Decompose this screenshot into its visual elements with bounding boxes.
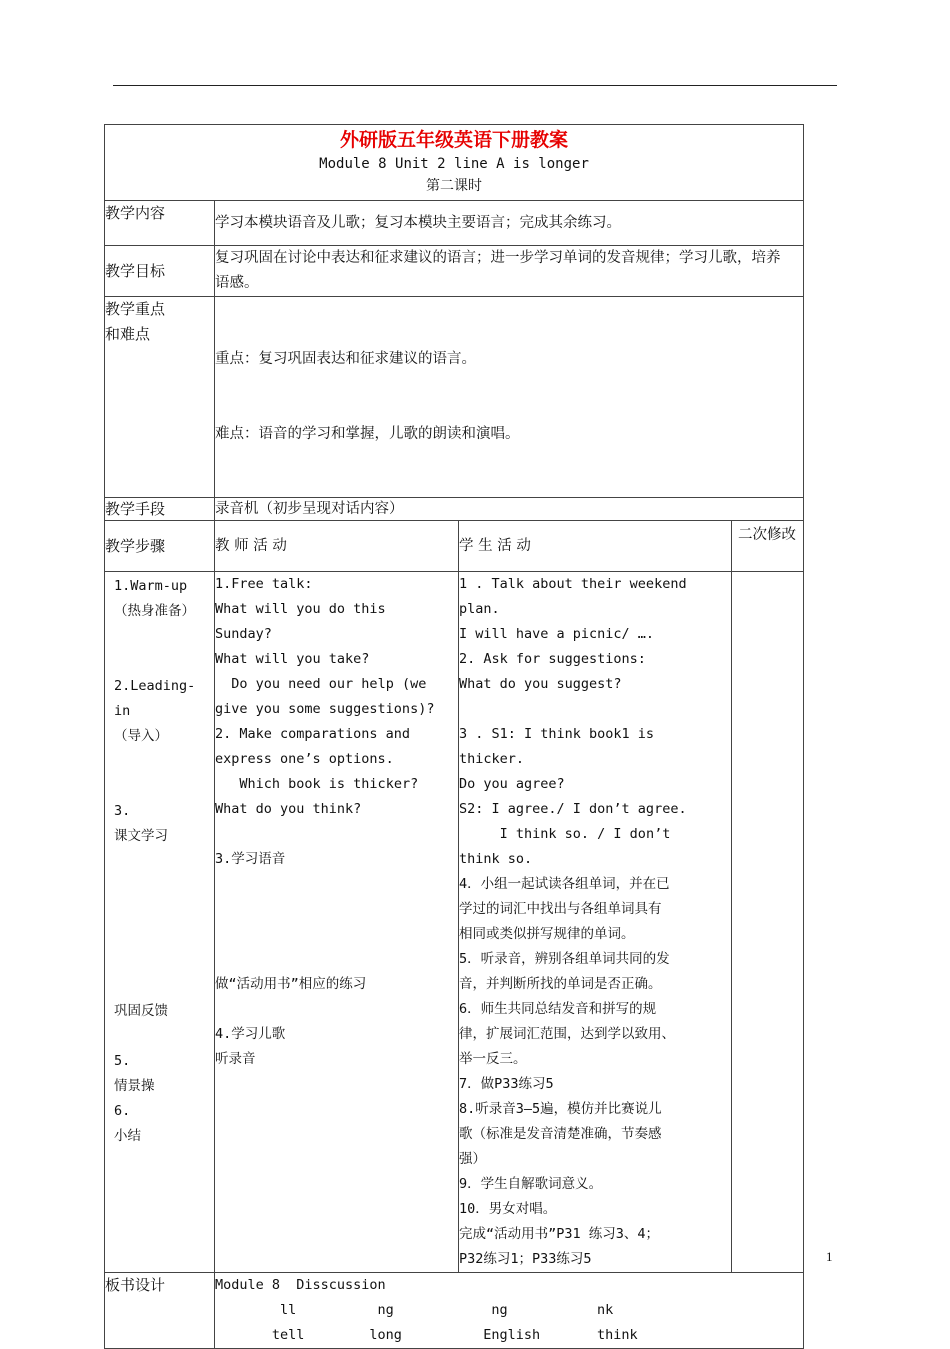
student-activity-line: 8.听录音3—5遍，模仿并比赛说儿 — [459, 1101, 662, 1117]
label-key-points-line1: 教学重点 — [105, 300, 166, 318]
step-line: 5. — [114, 1053, 131, 1069]
teacher-activity-line: 3.学习语音 — [215, 851, 286, 867]
student-activity-line: 音，并判断所找的单词是否正确。 — [459, 976, 662, 992]
label-key-points-line2: 和难点 — [105, 325, 151, 343]
student-activity-line: 9．学生自解歌词意义。 — [459, 1176, 603, 1192]
teacher-activity-line: What will you do this — [215, 601, 386, 617]
step-line: 2.Leading- — [114, 678, 196, 694]
step-line — [114, 1024, 205, 1049]
student-activity-line: 4．小组一起试读各组单词，并在已 — [459, 876, 670, 892]
student-activity-line: 相同或类似拼写规律的单词。 — [459, 926, 635, 942]
media-text: 录音机（初步呈现对话内容） — [215, 498, 804, 521]
goals-text: 复习巩固在讨论中表达和征求建议的语言；进一步学习单词的发音规律；学习儿歌，培养语感。 — [215, 246, 804, 297]
student-activity-line: 歌（标准是发音清楚准确，节奏感 — [459, 1126, 662, 1142]
teacher-activity-line: Sunday? — [215, 626, 272, 642]
step-line — [114, 924, 205, 949]
header-rule — [113, 85, 837, 86]
step-line — [114, 899, 205, 924]
step-line — [114, 624, 205, 649]
step-line: （热身准备） — [114, 603, 195, 619]
teacher-activity-line: Do you need our help (we — [215, 676, 427, 692]
step-line: 情景操 — [114, 1078, 155, 1094]
teacher-activity-line: What will you take? — [215, 651, 370, 667]
teacher-activity-line — [215, 872, 458, 897]
step-line: （导入） — [114, 728, 168, 744]
student-activity-line: 10．男女对唱。 — [459, 1201, 557, 1217]
label-media: 教学手段 — [105, 498, 215, 521]
student-activity-line: 举一反三。 — [459, 1051, 527, 1067]
student-activity-line: 1 . Talk about their weekend — [459, 576, 687, 592]
key-points-text — [215, 297, 804, 498]
teacher-activity-line — [215, 897, 458, 922]
student-activity-line: 5．听录音，辨别各组单词共同的发 — [459, 951, 670, 967]
student-activity-line: think so. — [459, 851, 533, 867]
board-line-3: tell long English think — [215, 1327, 638, 1343]
step-line — [114, 649, 205, 674]
teacher-activity-line — [215, 947, 458, 972]
student-activity-column — [459, 572, 732, 1273]
step-line: 课文学习 — [114, 828, 168, 844]
student-activity-line: 2. Ask for suggestions: — [459, 651, 646, 667]
step-line: 6. — [114, 1103, 131, 1119]
student-activity-line: plan. — [459, 601, 500, 617]
student-activity-line: 完成“活动用书”P31 练习3、4； — [459, 1226, 660, 1242]
step-line — [114, 774, 205, 799]
teacher-activity-line: 4.学习儿歌 — [215, 1026, 286, 1042]
row-steps-header — [105, 521, 804, 572]
teacher-activity-line — [215, 822, 458, 847]
student-activity-line: 律，扩展词汇范围，达到学以致用、 — [459, 1026, 675, 1042]
student-activity-line: What do you suggest? — [459, 676, 622, 692]
document-title: 外研版五年级英语下册教案 — [340, 129, 569, 151]
key-point-line: 重点：复习巩固表达和征求建议的语言。 — [215, 351, 476, 367]
student-activity-line — [459, 697, 731, 722]
step-line: 小结 — [114, 1128, 141, 1144]
row-key-points — [105, 297, 804, 498]
revise-header: 二次修改 — [732, 521, 804, 572]
teacher-activity-line: What do you think? — [215, 801, 362, 817]
teacher-activity-line: give you some suggestions)? — [215, 701, 435, 717]
teacher-activity-line: 听录音 — [215, 1051, 256, 1067]
step-line: 3. — [114, 803, 131, 819]
student-activity-line: P32练习1；P33练习5 — [459, 1251, 592, 1267]
board-line-1: Module 8 Disscussion — [215, 1277, 386, 1293]
student-activity-line: 学过的词汇中找出与各组单词具有 — [459, 901, 662, 917]
label-steps: 教学步骤 — [105, 521, 215, 572]
teacher-activity-header: 教 师 活 动 — [215, 521, 459, 572]
teacher-activity-line — [215, 922, 458, 947]
student-activity-line: I will have a picnic/ …. — [459, 626, 655, 642]
teacher-activity-line — [215, 997, 458, 1022]
step-line — [114, 849, 205, 874]
difficult-point-line: 难点：语音的学习和掌握，儿歌的朗读和演唱。 — [215, 426, 520, 442]
header-cell — [105, 125, 804, 201]
revise-column — [732, 572, 804, 1273]
lesson-plan-table — [104, 124, 804, 1349]
board-line-2: ll ng ng nk — [215, 1302, 614, 1318]
student-activity-line: S2: I agree./ I don’t agree. — [459, 801, 687, 817]
step-line — [114, 874, 205, 899]
row-content — [105, 201, 804, 246]
student-activity-line: thicker. — [459, 751, 525, 767]
step-line — [114, 974, 205, 999]
student-activity-header: 学 生 活 动 — [459, 521, 732, 572]
student-activity-line: 强） — [459, 1151, 486, 1167]
board-design — [215, 1273, 804, 1349]
label-board: 板书设计 — [105, 1273, 215, 1349]
teacher-activity-column — [215, 572, 459, 1273]
row-steps-body — [105, 572, 804, 1273]
label-key-points — [105, 297, 215, 498]
student-activity-line: Do you agree? — [459, 776, 565, 792]
student-activity-line: I think so. / I don’t — [459, 826, 671, 842]
student-activity-line: 6．师生共同总结发音和拼写的规 — [459, 1001, 657, 1017]
student-activity-line: 7．做P33练习5 — [459, 1076, 554, 1092]
step-line: 1.Warm-up — [114, 578, 188, 594]
step-line: in — [114, 703, 131, 719]
step-line: 巩固反馈 — [114, 1003, 168, 1019]
teacher-activity-line: 做“活动用书”相应的练习 — [215, 976, 367, 992]
page-number: 1 — [826, 1249, 833, 1264]
row-board — [105, 1273, 804, 1349]
lesson-number: 第二课时 — [426, 178, 483, 194]
row-media — [105, 498, 804, 521]
student-activity-line: 3 . S1: I think book1 is — [459, 726, 655, 742]
step-line — [114, 749, 205, 774]
teacher-activity-line: express one’s options. — [215, 751, 394, 767]
header-row — [105, 125, 804, 201]
teacher-activity-line: 1.Free talk: — [215, 576, 313, 592]
step-line — [114, 949, 205, 974]
label-goals: 教学目标 — [105, 246, 215, 297]
teacher-activity-line: 2. Make comparations and — [215, 726, 411, 742]
steps-column — [105, 572, 215, 1273]
content-text: 学习本模块语音及儿歌；复习本模块主要语言；完成其余练习。 — [215, 201, 804, 246]
teacher-activity-line: Which book is thicker? — [215, 776, 419, 792]
module-subtitle: Module 8 Unit 2 line A is longer — [319, 156, 589, 172]
row-goals — [105, 246, 804, 297]
label-content: 教学内容 — [105, 201, 215, 246]
